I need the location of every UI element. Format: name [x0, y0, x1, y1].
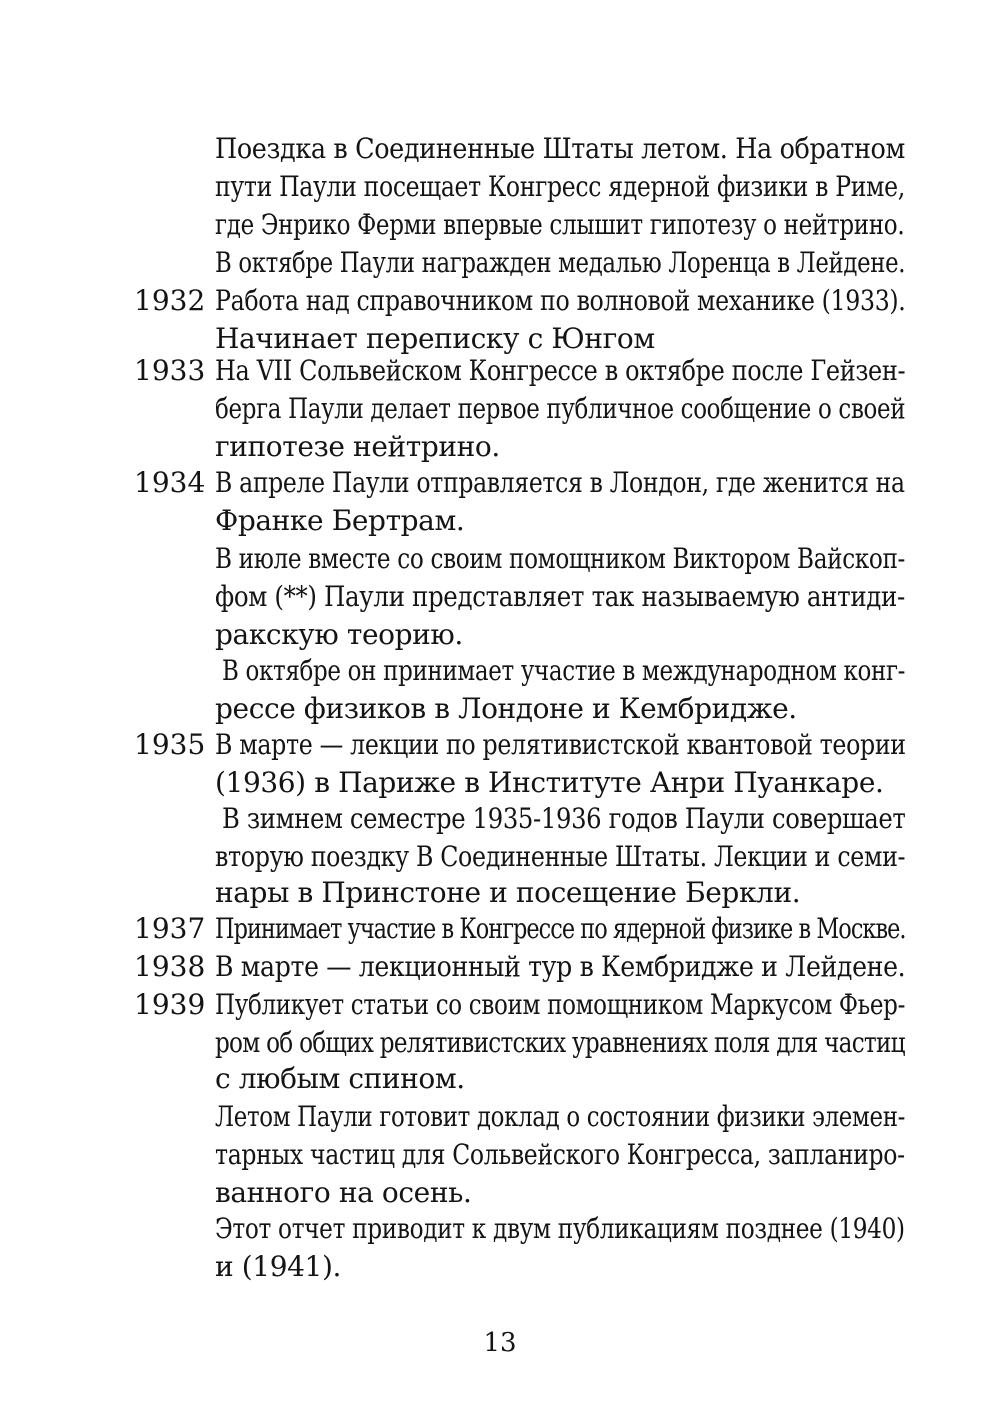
text-line: В марте — лекции по релятивистской квантовой теории	[215, 728, 906, 761]
text-line: и (1941).	[215, 1250, 341, 1283]
year-label: 1933	[134, 354, 206, 387]
text-line: рессе физиков в Лондоне и Кембридже.	[215, 692, 797, 725]
text-line: Летом Паули готовит доклад о состоянии физики элемен-	[215, 1100, 906, 1133]
text-line: гипотезе нейтрино.	[215, 430, 500, 463]
year-label: 1932	[134, 284, 206, 317]
year-label: 1939	[134, 988, 206, 1021]
text-line: Работа над справочником по волновой механике (1933).	[215, 284, 906, 317]
text-line: (1936) в Париже в Институте Анри Пуанкаре.	[215, 766, 884, 799]
text-line: ракскую теорию.	[215, 618, 463, 651]
text-line: Этот отчет приводит к двум публикациям позднее (1940)	[215, 1212, 905, 1245]
text-line: где Энрико Ферми впервые слышит гипотезу о нейтрино.	[215, 208, 905, 241]
year-label: 1937	[134, 912, 206, 945]
year-label: 1935	[134, 728, 206, 761]
page-number: 13	[483, 1328, 517, 1358]
text-line: В апреле Паули отправляется в Лондон, где женится на	[215, 466, 905, 499]
text-line: Начинает переписку с Юнгом	[215, 322, 655, 355]
year-label: 1938	[134, 950, 206, 983]
text-line: тарных частиц для Сольвейского Конгресса, запланиро-	[215, 1138, 905, 1171]
text-line: с любым спином.	[215, 1062, 465, 1095]
text-line: пути Паули посещает Конгресс ядерной физики в Риме,	[215, 170, 905, 203]
text-line: ванного на осень.	[215, 1176, 472, 1209]
text-line: фом (**) Паули представляет так называемую антиди-	[215, 580, 905, 613]
text-line: В зимнем семестре 1935-1936 годов Паули совершает	[222, 802, 906, 835]
text-line: Поездка в Соединенные Штаты летом. На обратном	[215, 132, 905, 165]
text-line: В октябре Паули награжден медалью Лоренца в Лейдене.	[215, 246, 906, 279]
year-label: 1934	[134, 466, 206, 499]
text-line: В июле вместе со своим помощником Виктором Вайскоп-	[215, 542, 906, 575]
text-line: нары в Принстоне и посещение Беркли.	[215, 876, 801, 909]
text-line: ром об общих релятивистских уравнениях поля для частиц	[215, 1026, 905, 1059]
text-line: В октябре он принимает участие в международном конг-	[222, 654, 906, 687]
text-line: На VII Сольвейском Конгрессе в октябре после Гейзен-	[215, 354, 906, 387]
text-line: В марте — лекционный тур в Кембридже и Лейдене.	[215, 950, 906, 983]
text-line: Принимает участие в Конгрессе по ядерной физике в Москве.	[215, 912, 906, 945]
text-line: берга Паули делает первое публичное сообщение о своей	[215, 392, 906, 425]
text-line: вторую поездку В Соединенные Штаты. Лекции и семи-	[215, 840, 906, 873]
text-line: Публикует статьи со своим помощником Маркусом Фьер-	[215, 988, 906, 1021]
text-line: Франке Бертрам.	[215, 504, 465, 537]
